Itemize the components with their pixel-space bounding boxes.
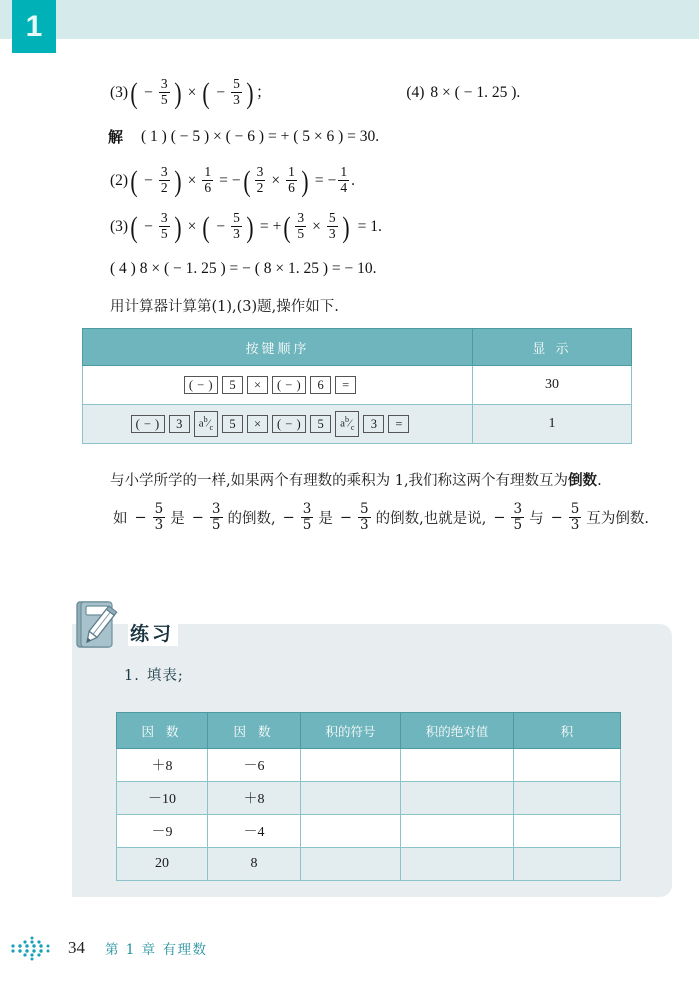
calc-header-keys: 按键顺序	[83, 329, 473, 366]
page-number: 34	[68, 938, 85, 957]
close-paren: )	[173, 77, 182, 111]
cell-product-sign[interactable]	[301, 815, 401, 848]
close-paren: )	[341, 211, 350, 245]
calc-header-display: 显 示	[473, 329, 632, 366]
minus-sign: −	[327, 172, 337, 190]
key-5[interactable]: 5	[222, 376, 243, 394]
reciprocal-example-line	[0, 502, 699, 532]
reciprocal-text-before: 与小学所学的一样,如果两个有理数的乘积为 1,我们称这两个有理数互为	[110, 473, 569, 489]
solution-step-4	[0, 250, 699, 288]
cell-factor-2: －6	[208, 749, 301, 782]
calc-keys-cell-2	[83, 405, 473, 444]
open-paren: (	[130, 77, 138, 111]
solution-label: 解	[108, 127, 124, 146]
close-paren: )	[173, 211, 182, 245]
cell-product-sign[interactable]	[301, 782, 401, 815]
exercise-table-header-row	[117, 713, 621, 749]
chapter-number-badge: 1	[12, 0, 56, 53]
cell-product-abs[interactable]	[401, 749, 514, 782]
cell-product-abs[interactable]	[401, 782, 514, 815]
minus-sign: −	[550, 509, 563, 526]
cell-product[interactable]	[514, 815, 621, 848]
fraction-3-5: $\frac{3}{5}$	[513, 500, 523, 533]
cell-factor-1: －10	[117, 782, 208, 815]
minus-sign: −	[339, 509, 353, 526]
key-5[interactable]: 5	[222, 415, 243, 433]
fraction-5-3: $\frac{5}{3}$	[360, 500, 369, 533]
calc-table-row	[83, 405, 632, 444]
equals-sign: =	[259, 218, 269, 236]
problem-4-label: (4)	[406, 84, 425, 102]
solution-step-3	[0, 204, 699, 250]
fraction-3-2: $\frac{3}{2}$	[160, 164, 168, 195]
problem-row-3-4	[0, 70, 699, 116]
table-row	[117, 782, 621, 815]
key-negate[interactable]: ( − )	[272, 376, 306, 394]
key-5[interactable]: 5	[310, 415, 331, 433]
fraction-5-3: $\frac{5}{3}$	[233, 210, 240, 241]
key-fraction-abc[interactable]: $a^b⁄_c$	[335, 411, 359, 437]
step-2-label: (2)	[110, 172, 129, 190]
word-de-daoshu: 的倒数,	[227, 511, 276, 528]
cell-product[interactable]	[514, 782, 621, 815]
times-sign: ×	[312, 218, 321, 236]
footer-chapter-label: 第 1 章 有理数	[105, 942, 208, 958]
solution-step-1-text: ( 1 ) ( − 5 ) × ( − 6 ) = + ( 5 × 6 ) = 30.	[141, 128, 380, 146]
fraction-1-4: $\frac{1}{4}$	[340, 164, 348, 195]
exercise-table-wrapper	[116, 712, 621, 881]
key-equals[interactable]: =	[388, 415, 409, 433]
times-sign: ×	[187, 172, 197, 190]
fraction-5-3: $\frac{5}{3}$	[233, 76, 240, 107]
key-multiply[interactable]: ×	[247, 376, 268, 394]
open-paren: (	[202, 211, 210, 245]
cell-factor-2: 8	[208, 848, 301, 881]
minus-sign: −	[191, 509, 204, 526]
minus-sign: −	[493, 509, 506, 526]
calculator-table	[82, 328, 632, 444]
exercise-header-factor-2: 因 数	[208, 713, 301, 749]
minus-sign: −	[216, 84, 226, 102]
key-negate[interactable]: ( − )	[184, 376, 218, 394]
calc-display-cell-2: 1	[473, 405, 632, 444]
equals-sign: =	[219, 172, 228, 190]
solution-step-2	[0, 158, 699, 204]
word-yu: 与	[529, 511, 544, 528]
minus-sign: −	[231, 172, 241, 190]
key-fraction-abc[interactable]: $a^b⁄_c$	[194, 411, 218, 437]
calculator-table-wrapper	[0, 322, 699, 444]
solution-step-1	[0, 116, 699, 158]
reciprocal-text-after: .	[597, 473, 602, 489]
exercise-header-product: 积	[514, 713, 621, 749]
fraction-1-6: $\frac{1}{6}$	[288, 164, 295, 195]
open-paren: (	[130, 165, 138, 199]
page-footer	[0, 934, 699, 962]
minus-sign: −	[134, 509, 147, 526]
fraction-3-5: $\frac{3}{5}$	[302, 500, 312, 533]
page-content	[0, 70, 699, 533]
minus-sign: −	[282, 509, 295, 526]
word-huweidaoshu: 互为倒数.	[586, 511, 649, 528]
cell-factor-2: －4	[208, 815, 301, 848]
fraction-3-5: $\frac{3}{5}$	[211, 500, 221, 533]
cell-product-sign[interactable]	[301, 749, 401, 782]
cell-factor-1: －9	[117, 815, 208, 848]
cell-factor-1: ＋8	[117, 749, 208, 782]
cell-factor-1: 20	[117, 848, 208, 881]
table-row	[117, 749, 621, 782]
key-3[interactable]: 3	[363, 415, 384, 433]
fraction-1-6: $\frac{1}{6}$	[204, 164, 212, 195]
exercise-item-text: 填表;	[146, 668, 184, 684]
close-paren: )	[246, 211, 254, 245]
word-ru: 如	[113, 511, 128, 528]
fraction-3-5: $\frac{3}{5}$	[160, 210, 168, 241]
key-3[interactable]: 3	[169, 415, 190, 433]
open-paren: (	[202, 77, 210, 111]
times-sign: ×	[187, 84, 197, 102]
fraction-3-5: $\frac{3}{5}$	[160, 76, 168, 107]
notebook-pencil-icon	[74, 600, 120, 650]
fraction-3-2: $\frac{3}{2}$	[256, 164, 264, 195]
exercise-header	[74, 598, 178, 650]
key-equals[interactable]: =	[335, 376, 356, 394]
reciprocal-paragraph	[0, 470, 699, 492]
calc-display-cell-1: 30	[473, 366, 632, 405]
cell-product-abs[interactable]	[401, 848, 514, 881]
calc-keys-cell-1	[83, 366, 473, 405]
exercise-title: 练习	[128, 619, 178, 646]
fraction-5-3: $\frac{5}{3}$	[154, 500, 164, 533]
solution-step-4-text: ( 4 ) 8 × ( − 1. 25 ) = − ( 8 × 1. 25 ) = − 10.	[110, 260, 377, 278]
key-negate[interactable]: ( − )	[272, 415, 306, 433]
minus-sign: −	[144, 172, 153, 190]
cell-product[interactable]	[514, 848, 621, 881]
cell-product-sign[interactable]	[301, 848, 401, 881]
minus-sign: −	[144, 84, 153, 102]
key-6[interactable]: 6	[310, 376, 331, 394]
exercise-item-number: 1.	[124, 668, 140, 684]
table-row	[117, 848, 621, 881]
cell-product[interactable]	[514, 749, 621, 782]
calc-table-header-row	[83, 329, 632, 366]
times-sign: ×	[271, 172, 281, 190]
equals-sign: =	[314, 172, 324, 190]
open-paren: (	[242, 165, 251, 199]
fraction-5-3: $\frac{5}{3}$	[328, 210, 336, 241]
fraction-3-5: $\frac{3}{5}$	[297, 210, 305, 241]
exercise-header-product-sign: 积的符号	[301, 713, 401, 749]
close-paren: )	[301, 165, 309, 199]
cell-factor-2: ＋8	[208, 782, 301, 815]
word-shi: 是	[318, 511, 333, 528]
exercise-fill-table	[116, 712, 621, 881]
exercise-header-factor-1: 因 数	[117, 713, 208, 749]
word-yejiushishuo: 的倒数,也就是说,	[375, 511, 487, 528]
open-paren: (	[283, 211, 291, 245]
key-negate[interactable]: ( − )	[131, 415, 165, 433]
close-paren: )	[173, 165, 182, 199]
table-row	[117, 815, 621, 848]
problem-3-label: (3)	[110, 84, 129, 102]
close-paren: )	[246, 77, 254, 111]
minus-sign: −	[216, 218, 226, 236]
calc-table-row	[83, 366, 632, 405]
step-3-label: (3)	[110, 218, 129, 236]
times-sign: ×	[187, 218, 197, 236]
step-3-result: = 1.	[357, 218, 382, 236]
plus-sign: +	[272, 218, 282, 236]
calculator-instruction: 用计算器计算第(1),(3)题,操作如下.	[110, 298, 339, 315]
exercise-header-product-abs: 积的绝对值	[401, 713, 514, 749]
open-paren: (	[130, 211, 138, 245]
top-decorative-band	[0, 0, 699, 39]
word-shi: 是	[170, 511, 185, 528]
semicolon: ；	[255, 84, 272, 102]
dot-pattern-decoration	[8, 935, 64, 961]
key-multiply[interactable]: ×	[247, 415, 268, 433]
period: .	[351, 172, 355, 190]
minus-sign: −	[144, 218, 153, 236]
fraction-5-3: $\frac{5}{3}$	[570, 500, 580, 533]
cell-product-abs[interactable]	[401, 815, 514, 848]
problem-4-expression: 8 × ( − 1. 25 ).	[430, 84, 521, 102]
reciprocal-bold-term: 倒数	[568, 472, 598, 489]
exercise-item-1	[124, 664, 184, 685]
